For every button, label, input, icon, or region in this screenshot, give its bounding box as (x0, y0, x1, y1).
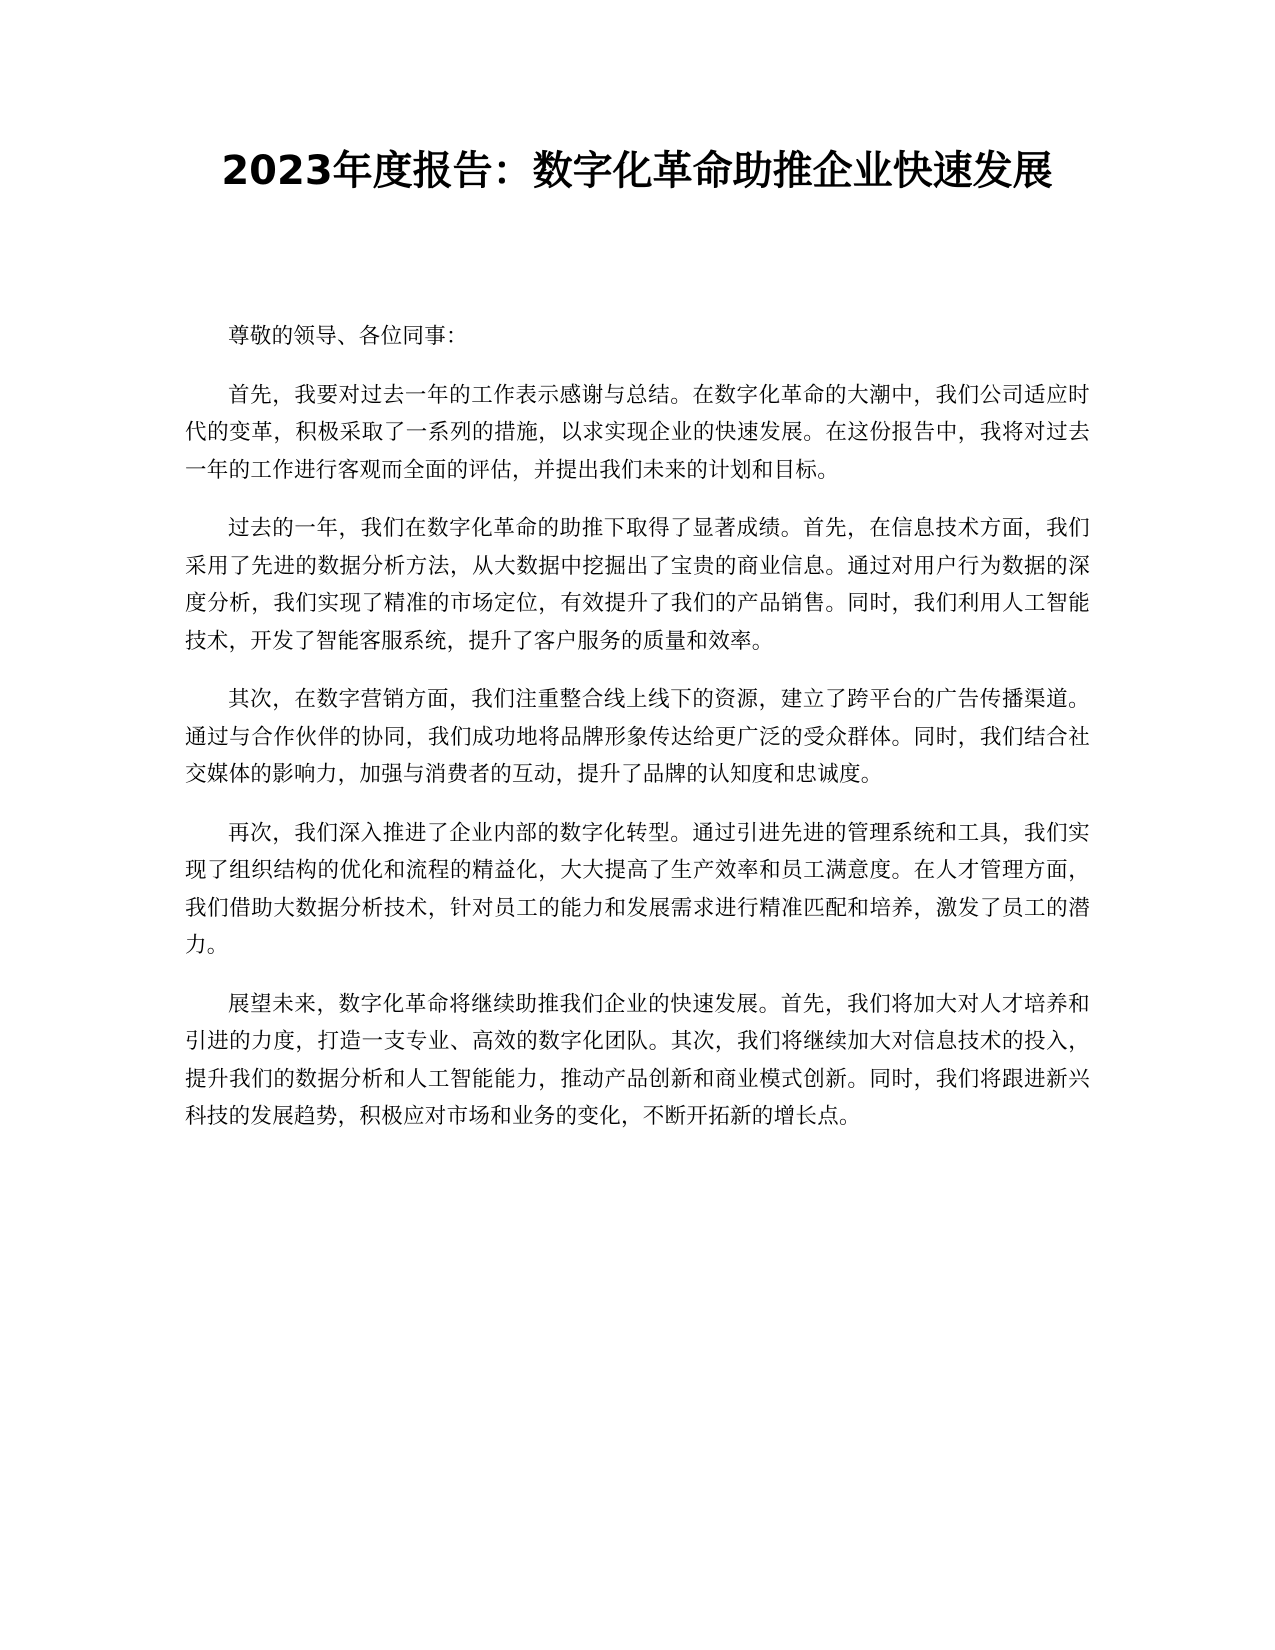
body-paragraph: 首先，我要对过去一年的工作表示感谢与总结。在数字化革命的大潮中，我们公司适应时代的变革，积极采取了一系列的措施，以求实现企业的快速发展。在这份报告中，我将对过去一年的工作进行客观而全面的评估，并提出我们未来的计划和目标。 (185, 382, 1090, 483)
body-paragraph: 再次，我们深入推进了企业内部的数字化转型。通过引进先进的管理系统和工具，我们实现了组织结构的优化和流程的精益化，大大提高了生产效率和员工满意度。在人才管理方面，我们借助大数据分析技术，针对员工的能力和发展需求进行精准匹配和培养，激发了员工的潜力。 (185, 820, 1090, 958)
document-title: 2023年度报告：数字化革命助推企业快速发展 (221, 148, 1053, 194)
document-body (185, 318, 1090, 1157)
body-paragraph: 过去的一年，我们在数字化革命的助推下取得了显著成绩。首先，在信息技术方面，我们采用了先进的数据分析方法，从大数据中挖掘出了宝贵的商业信息。通过对用户行为数据的深度分析，我们实现了精准的市场定位，有效提升了我们的产品销售。同时，我们利用人工智能技术，开发了智能客服系统，提升了客户服务的质量和效率。 (185, 516, 1090, 654)
body-paragraph: 其次，在数字营销方面，我们注重整合线上线下的资源，建立了跨平台的广告传播渠道。通过与合作伙伴的协同，我们成功地将品牌形象传达给更广泛的受众群体。同时，我们结合社交媒体的影响力，加强与消费者的互动，提升了品牌的认知度和忠诚度。 (185, 687, 1090, 787)
salutation-paragraph: 尊敬的领导、各位同事： (228, 324, 468, 349)
body-paragraph: 展望未来，数字化革命将继续助推我们企业的快速发展。首先，我们将加大对人才培养和引进的力度，打造一支专业、高效的数字化团队。其次，我们将继续加大对信息技术的投入，提升我们的数据分析和人工智能能力，推动产品创新和商业模式创新。同时，我们将跟进新兴科技的发展趋势，积极应对市场和业务的变化，不断开拓新的增长点。 (185, 991, 1090, 1129)
